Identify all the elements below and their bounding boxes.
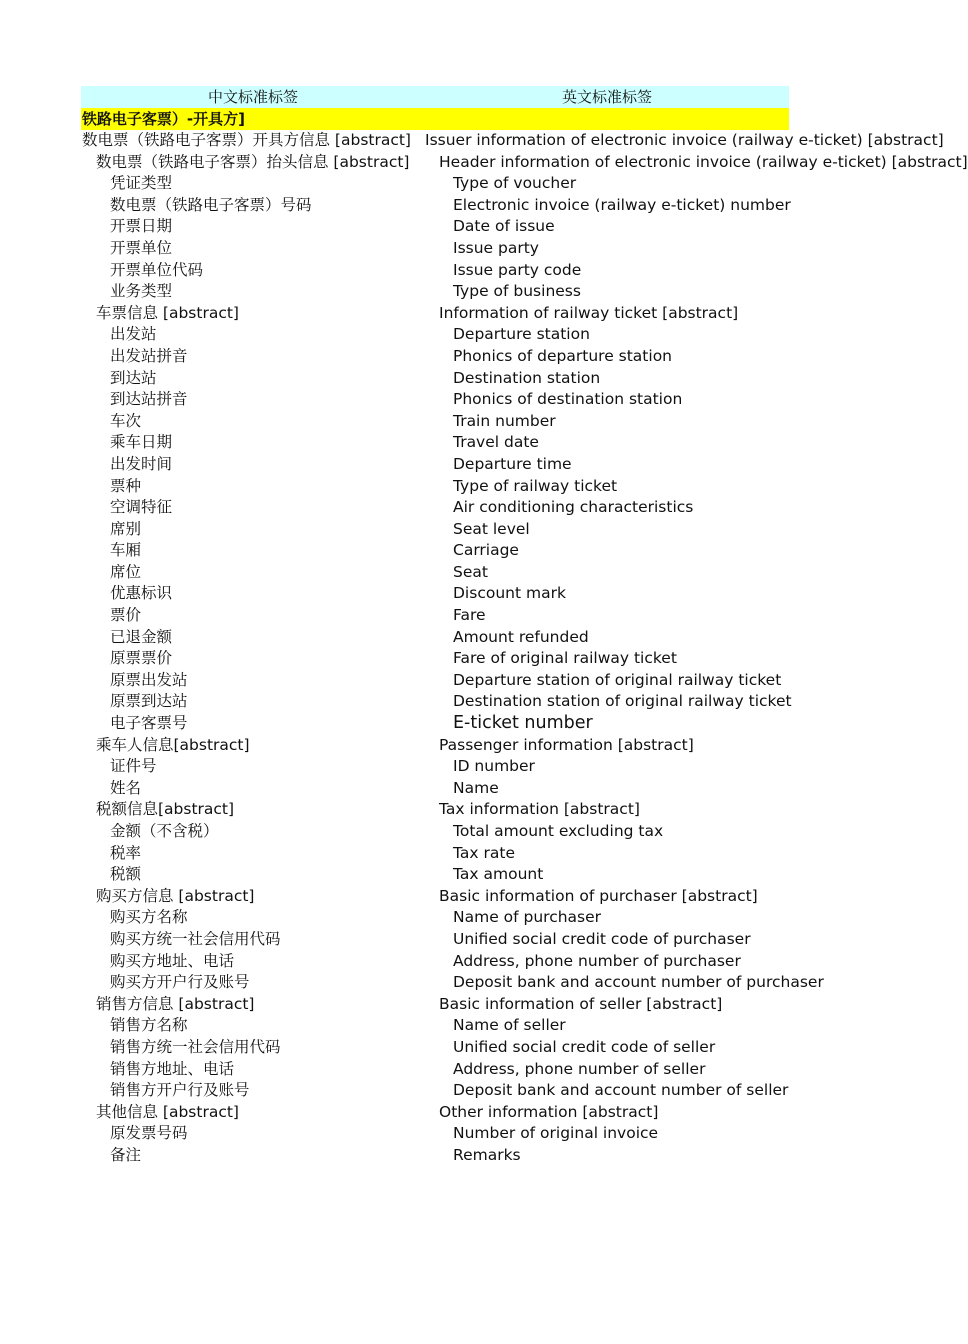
label-zh: 业务类型 (110, 282, 173, 301)
label-en (425, 778, 789, 800)
label-zh: 到达站拼音 (110, 390, 188, 409)
taxonomy-sheet (81, 86, 968, 1167)
table-row (81, 648, 789, 670)
label-en-text: Deposit bank and account number of purchaser (453, 973, 824, 992)
label-zh: 票种 (110, 476, 142, 495)
label-en-text: E-ticket number (453, 713, 593, 734)
label-en (425, 713, 789, 735)
label-zh: 原票票价 (110, 649, 173, 668)
label-zh: 销售方名称 (110, 1016, 188, 1035)
label-zh: 开票单位 (110, 238, 173, 257)
table-row (81, 195, 789, 217)
label-zh: 到达站 (110, 368, 157, 387)
table-row (81, 972, 824, 994)
table-row (81, 368, 789, 390)
label-en (425, 368, 789, 390)
label-en (425, 346, 789, 368)
label-en (425, 540, 789, 562)
label-en (425, 195, 789, 217)
label-zh: 姓名 (110, 778, 142, 797)
label-en (425, 1102, 789, 1124)
label-zh: 空调特征 (110, 498, 173, 517)
label-en-text: Phonics of destination station (453, 390, 683, 409)
label-rows (81, 130, 968, 1167)
table-row (81, 432, 789, 454)
label-en (425, 821, 789, 843)
label-zh: 证件号 (110, 757, 157, 776)
label-en-text: Date of issue (453, 217, 555, 236)
table-row (81, 691, 792, 713)
label-en (425, 173, 789, 195)
label-en-text: Issue party (453, 238, 539, 257)
label-zh: 开票单位代码 (110, 260, 204, 279)
table-row (81, 476, 789, 498)
label-en (425, 1059, 789, 1081)
table-row (81, 1102, 789, 1124)
column-header-zh: 中文标准标签 (207, 88, 298, 106)
label-en (425, 260, 789, 282)
label-en (425, 735, 789, 757)
table-row (81, 864, 789, 886)
label-zh: 金额（不含税） (110, 822, 219, 840)
label-en-text: Name (453, 778, 499, 797)
label-en-text: Type of railway ticket (453, 476, 618, 495)
label-en (425, 432, 789, 454)
label-zh: 购买方开户行及账号 (110, 973, 250, 992)
table-row (81, 281, 789, 303)
label-en-text: Train number (453, 411, 556, 430)
table-row (81, 627, 789, 649)
table-row (81, 238, 789, 260)
label-en (425, 843, 789, 865)
table-row (81, 735, 789, 757)
table-row (81, 1015, 789, 1037)
label-en-text: Tax information [abstract] (439, 800, 640, 819)
table-row (81, 1123, 789, 1145)
label-zh: 购买方名称 (110, 908, 188, 927)
label-en-text: Other information [abstract] (439, 1102, 659, 1121)
table-row (81, 497, 789, 519)
label-en-text: Fare of original railway ticket (453, 649, 677, 668)
label-zh: 销售方开户行及账号 (110, 1081, 250, 1100)
label-zh: 车票信息 [abstract] (96, 303, 239, 322)
table-row (81, 260, 789, 282)
table-row (81, 173, 789, 195)
table-row (81, 389, 789, 411)
column-header-row (81, 86, 789, 108)
label-en-text: Address, phone number of purchaser (453, 951, 741, 970)
label-en (425, 1015, 789, 1037)
label-en-text: Departure station of original railway ticket (453, 670, 782, 689)
label-en (425, 562, 789, 584)
table-row (81, 821, 789, 843)
column-header-en: 英文标准标签 (561, 88, 652, 106)
label-en (425, 238, 789, 260)
label-en-text: Unified social credit code of purchaser (453, 929, 751, 948)
label-en-text: Travel date (453, 433, 539, 452)
label-en-text: Basic information of purchaser [abstract] (439, 886, 758, 905)
table-row (81, 907, 789, 929)
label-en-text: Discount mark (453, 584, 566, 603)
label-zh: 税率 (110, 843, 142, 862)
table-row (81, 583, 789, 605)
label-en (425, 951, 789, 973)
label-en (425, 864, 789, 886)
label-en-text: Total amount excluding tax (453, 822, 664, 840)
label-zh: 购买方统一社会信用代码 (110, 929, 281, 948)
label-zh: 出发时间 (110, 454, 173, 473)
label-en (425, 799, 789, 821)
table-row (81, 1037, 789, 1059)
label-zh: 备注 (110, 1145, 142, 1164)
table-row (81, 713, 789, 735)
label-en-text: Unified social credit code of seller (453, 1037, 716, 1056)
table-row (81, 130, 944, 152)
label-en-text: Departure time (453, 454, 572, 473)
table-row (81, 756, 789, 778)
label-en-text: Type of business (453, 282, 581, 301)
label-en-text: ID number (453, 757, 535, 776)
label-en-text: Destination station (453, 368, 601, 387)
label-en-text: Deposit bank and account number of seller (453, 1081, 789, 1100)
table-row (81, 778, 789, 800)
label-en (425, 907, 789, 929)
label-en-text: Remarks (453, 1145, 521, 1164)
label-zh: 数电票（铁路电子客票）开具方信息 [abstract] (82, 131, 411, 149)
table-row (81, 562, 789, 584)
label-en (425, 303, 789, 325)
label-en (425, 389, 789, 411)
table-row (81, 1059, 789, 1081)
label-en (425, 1123, 789, 1145)
label-en (425, 130, 944, 152)
label-en-text: Number of original invoice (453, 1124, 659, 1143)
label-en-text: Passenger information [abstract] (439, 735, 694, 754)
label-en (425, 454, 789, 476)
table-row (81, 152, 968, 174)
label-en-text: Seat (453, 562, 488, 581)
label-zh: 购买方信息 [abstract] (96, 886, 255, 905)
label-zh: 税额 (110, 865, 142, 884)
label-en (425, 476, 789, 498)
label-zh: 席位 (110, 562, 142, 581)
label-en-text: Destination station of original railway ticket (453, 692, 792, 711)
label-en (425, 411, 789, 433)
label-en-text: Seat level (453, 519, 530, 538)
label-en-text: Fare (453, 606, 486, 625)
label-zh: 数电票（铁路电子客票）抬头信息 [abstract] (96, 152, 410, 171)
label-en-text: Amount refunded (453, 627, 589, 646)
label-zh: 席别 (110, 519, 142, 538)
label-zh: 销售方统一社会信用代码 (110, 1037, 281, 1056)
label-en (425, 756, 789, 778)
label-en (425, 929, 789, 951)
label-zh: 乘车人信息[abstract] (96, 735, 250, 754)
label-en-text: Address, phone number of seller (453, 1059, 706, 1078)
section-banner (81, 108, 789, 130)
table-row (81, 1145, 789, 1167)
label-zh: 其他信息 [abstract] (96, 1102, 239, 1121)
table-row (81, 411, 789, 433)
label-en-text: Name of seller (453, 1016, 566, 1035)
table-row (81, 886, 789, 908)
label-zh: 购买方地址、电话 (110, 951, 235, 970)
label-zh: 税额信息[abstract] (96, 800, 235, 819)
label-zh: 优惠标识 (110, 584, 173, 603)
label-zh: 车次 (110, 411, 142, 430)
label-en-text: Information of railway ticket [abstract] (439, 303, 739, 322)
label-en (425, 152, 968, 174)
table-row (81, 540, 789, 562)
section-banner-text: 铁路电子客票）-开具方] (81, 110, 245, 128)
label-en (425, 324, 789, 346)
label-en (425, 670, 789, 692)
label-en (425, 648, 789, 670)
label-en (425, 972, 824, 994)
label-en (425, 1080, 789, 1102)
label-en (425, 627, 789, 649)
label-en-text: Air conditioning characteristics (453, 498, 694, 517)
label-zh: 车厢 (110, 541, 142, 560)
label-en (425, 1037, 789, 1059)
label-en (425, 605, 789, 627)
table-row (81, 670, 789, 692)
label-zh: 出发站拼音 (110, 346, 188, 365)
label-en-text: Tax rate (453, 843, 515, 862)
label-en (425, 497, 789, 519)
label-zh: 原发票号码 (110, 1124, 188, 1143)
label-en-text: Header information of electronic invoice (railway e-ticket) [abstract] (439, 152, 968, 171)
label-en (425, 281, 789, 303)
label-en-text: Departure station (453, 325, 590, 344)
table-row (81, 929, 789, 951)
table-row (81, 324, 789, 346)
label-zh: 已退金额 (110, 627, 173, 646)
label-zh: 原票出发站 (110, 670, 188, 689)
label-zh: 原票到达站 (110, 692, 188, 711)
table-row (81, 1080, 789, 1102)
table-row (81, 994, 789, 1016)
label-en-text: Basic information of seller [abstract] (439, 994, 723, 1013)
label-en-text: Carriage (453, 541, 519, 560)
table-row (81, 843, 789, 865)
label-en-text: Tax amount (453, 865, 544, 884)
label-zh: 数电票（铁路电子客票）号码 (110, 195, 312, 214)
label-zh: 乘车日期 (110, 433, 173, 452)
label-en (425, 886, 789, 908)
table-row (81, 346, 789, 368)
table-row (81, 454, 789, 476)
label-en-text: Phonics of departure station (453, 346, 672, 365)
table-row (81, 519, 789, 541)
label-zh: 销售方信息 [abstract] (96, 994, 255, 1013)
label-en (425, 1145, 789, 1167)
label-en (425, 583, 789, 605)
label-en-text: Electronic invoice (railway e-ticket) number (453, 195, 791, 214)
table-row (81, 799, 789, 821)
label-en-text: Type of voucher (453, 174, 577, 193)
label-en-text: Issue party code (453, 260, 582, 279)
label-zh: 电子客票号 (110, 714, 188, 733)
table-row (81, 216, 789, 238)
label-en-text: Issuer information of electronic invoice (railway e-ticket) [abstract] (425, 131, 944, 149)
label-en (425, 994, 789, 1016)
label-zh: 票价 (110, 606, 142, 625)
table-row (81, 951, 789, 973)
label-en (425, 691, 792, 713)
label-en-text: Name of purchaser (453, 908, 602, 927)
label-zh: 出发站 (110, 325, 157, 344)
label-zh: 销售方地址、电话 (110, 1059, 235, 1078)
table-row (81, 605, 789, 627)
label-en (425, 519, 789, 541)
label-zh: 凭证类型 (110, 174, 173, 193)
label-zh: 开票日期 (110, 217, 173, 236)
label-en (425, 216, 789, 238)
table-row (81, 303, 789, 325)
